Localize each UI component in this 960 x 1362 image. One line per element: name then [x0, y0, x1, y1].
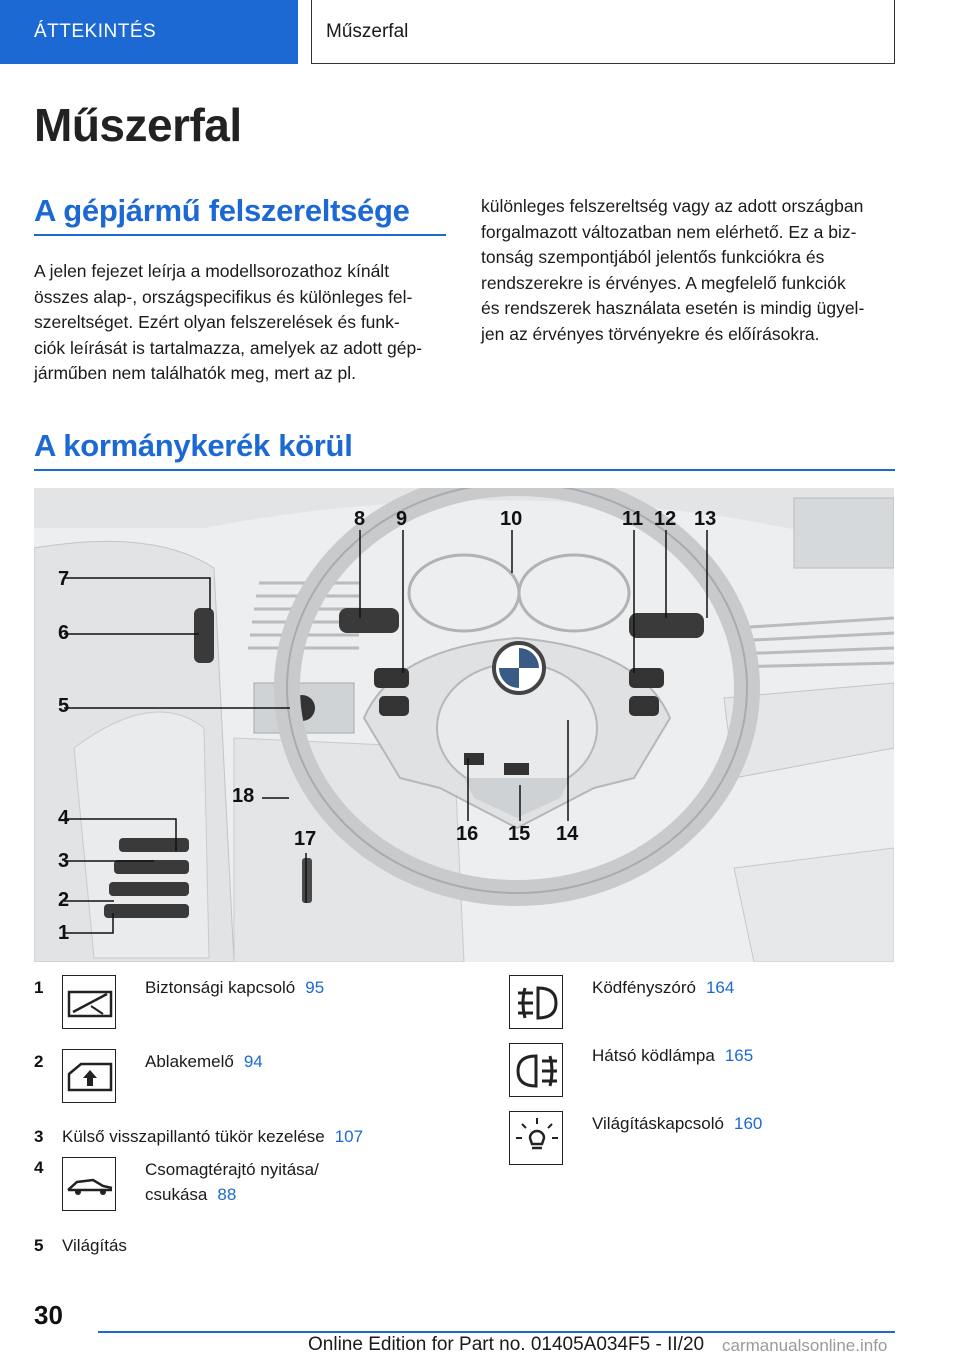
page-link[interactable]: 164	[705, 978, 735, 997]
callout-10: 10	[500, 508, 523, 530]
legend-item-tailgate: Csomagtérajtó nyitása/ csukása 88	[145, 1160, 319, 1204]
callout-1: 1	[58, 922, 70, 944]
page-title: Műszerfal	[34, 99, 242, 151]
callout-15: 15	[508, 823, 531, 845]
callout-12: 12	[654, 508, 677, 530]
window-lift-icon	[62, 1049, 116, 1103]
section-heading-steering: A kormánykerék körül	[34, 428, 353, 463]
callout-7: 7	[58, 568, 70, 590]
page-link[interactable]: 95	[305, 978, 325, 997]
intro-paragraph-left: A jelen fejezet leírja a modellsorozathoz kínált összes alap-, országspecifikus és különleges fel- szereltséget. Ezért olyan felszerelések és funk- ciók leírását is tartalmazza, amelyek az adott gép- járműben nem találhatók meg, mert az pl.	[34, 261, 423, 383]
rear-fog-light-icon	[509, 1043, 563, 1097]
watermark: carmanualsonline.info	[722, 1336, 888, 1355]
legend-item-lighting: Világítás	[62, 1236, 127, 1255]
legend-item-light-switch: Világításkapcsoló 160	[592, 1114, 763, 1133]
legend-item-rear-fog: Hátsó ködlámpa 165	[592, 1046, 754, 1065]
callout-13: 13	[694, 508, 717, 530]
section-heading-equipment: A gépjármű felszereltsége	[34, 193, 410, 228]
cockpit-illustration	[34, 488, 894, 962]
page-link[interactable]: 160	[734, 1114, 763, 1133]
footer-rule	[98, 1331, 895, 1333]
callout-11: 11	[622, 508, 644, 530]
heading-rule	[34, 234, 446, 236]
callout-16: 16	[456, 823, 479, 845]
page-number: 30	[34, 1300, 63, 1330]
callout-9: 9	[396, 508, 408, 530]
page-link[interactable]: 165	[724, 1046, 754, 1065]
legend-number: 2	[34, 1052, 44, 1071]
legend-item-window-lift: Ablakemelő 94	[145, 1052, 263, 1071]
intro-paragraph-right: különleges felszereltség vagy az adott országban forgalmazott változatban nem elérhető. Ez a biz- tonság szempontjából jelentős funkciókra és rendszerekre is érvényes. A megfelelő funkciók és rendszerek használata esetén is mindig ügyel- jen az érvényes törvényekre és előírásokra.	[481, 196, 865, 344]
callout-14: 14	[556, 823, 579, 845]
cockpit-drawing	[34, 488, 894, 962]
callout-5: 5	[58, 695, 70, 717]
legend-item-front-fog: Ködfényszóró 164	[592, 978, 735, 997]
callout-2: 2	[58, 889, 70, 911]
page-link[interactable]: 94	[243, 1052, 263, 1071]
callout-3: 3	[58, 850, 70, 872]
callout-4: 4	[58, 807, 70, 829]
chapter-tab[interactable]: Műszerfal	[311, 0, 895, 64]
page-link[interactable]: 88	[217, 1185, 237, 1204]
footer-edition: Online Edition for Part no. 01405A034F5 - II/20	[308, 1334, 705, 1355]
callout-18: 18	[232, 785, 255, 807]
legend-number: 4	[34, 1158, 44, 1177]
heading-rule	[34, 469, 895, 471]
legend-item-safety-switch: Biztonsági kapcsoló 95	[145, 978, 325, 997]
safety-switch-icon	[62, 975, 116, 1029]
callout-8: 8	[354, 508, 366, 530]
front-fog-light-icon	[509, 975, 563, 1029]
light-switch-icon	[509, 1111, 563, 1165]
legend-number: 5	[34, 1236, 44, 1255]
page-link[interactable]: 107	[334, 1127, 364, 1146]
legend-number: 3	[34, 1127, 44, 1146]
callout-6: 6	[58, 622, 70, 644]
legend-number: 1	[34, 978, 44, 997]
callout-17: 17	[294, 828, 317, 850]
section-tab[interactable]: ÁTTEKINTÉS	[0, 0, 298, 64]
legend-item-mirror: Külső visszapillantó tükör kezelése 107	[62, 1127, 364, 1146]
tailgate-icon	[62, 1157, 116, 1211]
